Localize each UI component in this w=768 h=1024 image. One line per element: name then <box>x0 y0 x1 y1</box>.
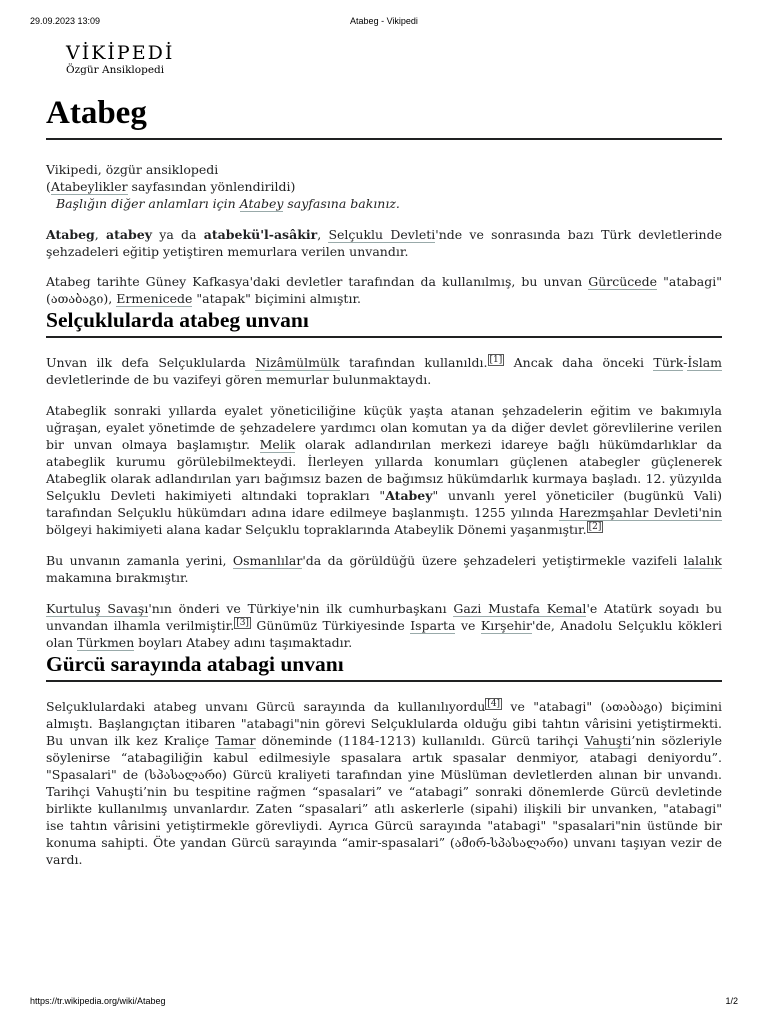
redirect-notice: (Atabeylikler sayfasından yönlendirildi) <box>46 179 296 194</box>
page-title: Atabeg <box>46 92 722 140</box>
link-isparta[interactable]: Isparta <box>410 618 456 633</box>
article-content <box>46 92 722 868</box>
reference-link[interactable]: [4] <box>487 699 501 709</box>
link-tamar[interactable]: Tamar <box>215 733 256 748</box>
paragraph: Unvan ilk defa Selçuklularda Nizâmülmülk tarafından kullanıldı. [1] Ancak daha önceki Türk-İslam devletlerinde de bu vazifeyi gören memurlar bulunmaktaydı. <box>46 355 722 387</box>
section-heading-selcuklu: Selçuklularda atabeg unvanı <box>46 307 722 338</box>
reference-link[interactable]: [2] <box>588 522 602 532</box>
link-harezmsahlar[interactable]: Harezmşahlar Devleti'nin <box>558 505 722 520</box>
link-islam[interactable]: İslam <box>687 355 722 370</box>
paragraph: Bu unvanın zamanla yerini, Osmanlılar'da da görüldüğü üzere şehzadeleri yetiştirmekle vazifeli lalalık makamına bırakmıştır. <box>46 553 722 585</box>
link-osmanlilar[interactable]: Osmanlılar <box>232 553 303 568</box>
redirect-link[interactable]: Atabeylikler <box>50 179 128 194</box>
link-gurcucede[interactable]: Gürcücede <box>588 274 658 289</box>
print-url: https://tr.wikipedia.org/wiki/Atabeg <box>30 996 166 1006</box>
reference-link[interactable]: [1] <box>489 355 503 365</box>
paragraph: Selçuklulardaki atabeg unvanı Gürcü sarayında da kullanılıyordu [4] ve "atabagi" (ათაბაგი) biçimini almıştı. Başlangıçtan itibaren "atabagi"nin görevi Selçuklularda olduğu gibi tahtın vârisini yetiştirmekti. Bu unvan ilk kez Kraliçe Tamar döneminde (1184-1213) kullanıldı. Gürcü tarihçi Vahuşti’nin sözleriyle söylenirse “atabagiliğin kabul edilmesiyle spasalara artık spasalar denmiyor, atabagi deniyordu”. "Spasalari" de (სპასალარი) Gürcü kraliyeti tarafından yine Müslüman devletlerden alınan bir unvandı. Tarihçi Vahuşti’nin bu tespitine rağmen “spasalari” ve “atabagi” sonraki dönemlerde Gürcü devletinde birlikte kullanılmış unvanlardır. Zaten “spasalari” atlı askerlerle (sipahi) ilişkili bir unvanken, "atabagi" ise tahtın vârisini yetiştirmekle görevliydi. Ayrıca Gürcü sarayında "atabagi" "spasalari"nin üstünde bir konuma sahipti. Öte yandan Gürcü sarayında “amir-spasalari” (ამირ-სპასალარი) unvanı taşıyan vezir de vardı. <box>46 699 723 867</box>
print-datetime: 29.09.2023 13:09 <box>30 16 101 26</box>
print-doc-title: Atabeg - Vikipedi <box>350 16 418 26</box>
print-page-number: 1/2 <box>725 996 738 1006</box>
link-mustafa-kemal[interactable]: Gazi Mustafa Kemal <box>453 601 587 616</box>
section-heading-gurcu: Gürcü sarayında atabagi unvanı <box>46 651 722 682</box>
link-turk[interactable]: Türk <box>653 355 684 370</box>
link-lalalik[interactable]: lalalık <box>683 553 722 568</box>
link-nizamulmulk[interactable]: Nizâmülmülk <box>255 355 340 370</box>
wikipedia-logo[interactable] <box>66 42 174 77</box>
logo-tagline: Özgür Ansiklopedi <box>66 64 165 76</box>
link-selcuklu-devleti[interactable]: Selçuklu Devleti <box>328 227 436 242</box>
paragraph: Kurtuluş Savaşı'nın önderi ve Türkiye'nin ilk cumhurbaşkanı Gazi Mustafa Kemal'e Atatürk soyadı bu unvandan ilhamla verilmiştir. [3] Günümüz Türkiyesinde Isparta ve Kırşehir'de, Anadolu Selçuklu kökleri olan Türkmen boyları Atabey adını taşımaktadır. <box>46 601 723 650</box>
link-ermenicede[interactable]: Ermenicede <box>116 291 193 306</box>
hatnote: Başlığın diğer anlamları için Atabey sayfasına bakınız. <box>56 196 400 211</box>
link-melik[interactable]: Melik <box>259 437 296 452</box>
wikipedia-wordmark-icon: VİKİPEDİ <box>66 42 175 64</box>
reference-link[interactable]: [3] <box>236 618 249 628</box>
site-subtitle: Vikipedi, özgür ansiklopedi <box>46 162 219 177</box>
lead-paragraph-2: Atabeg tarihte Güney Kafkasya'daki devletler tarafından da kullanılmış, bu unvan Gürcücede "atabagi" (ათაბაგი), Ermenicede "atapak" biçimini almıştır. <box>46 274 722 306</box>
paragraph: Atabeglik sonraki yıllarda eyalet yöneticiliğine küçük yaşta atanan şehzadelerin eğitim ve bakımıyla uğraşan, eyalet yönetimde de şehzadelere yardımcı olan komutan ya da diğer devlet görevlilerine verilen bir unvan olmaya başlamıştır. Melik olarak adlandırılan merkezi idareye bağlı hükümdarlıklar da atabeglik kurumu görülebilmekteydi. İlerleyen yıllarda konumları güçlenen atabegler güçlenerek Atabeglik olarak adlandırılan yarı bağımsız bazen de bağımsız hükümdarlık kurmaya başladı. 12. yüzyılda Selçuklu Devleti hakimiyeti altındaki toprakları "Atabey" unvanlı yerel yöneticiler (bugünkü Vali) tarafından Selçuklu hükümdarı adına idare edilmeye başlanmıştı. 1255 yılında Harezmşahlar Devleti'nin bölgeyi hakimiyeti alana kadar Selçuklu topraklarında Atabeylik Dönemi yaşanmıştır. [2] <box>46 403 722 537</box>
link-vahusti[interactable]: Vahuşti <box>584 733 632 748</box>
hatnote-link[interactable]: Atabey <box>239 196 284 211</box>
link-kirsehir[interactable]: Kırşehir <box>480 618 533 633</box>
link-kurtulus-savasi[interactable]: Kurtuluş Savaşı <box>46 601 149 616</box>
link-turkmen[interactable]: Türkmen <box>77 635 135 650</box>
lead-paragraph: Atabeg, atabey ya da atabekü'l-asâkir, Selçuklu Devleti'nde ve sonrasında bazı Türk devletlerinde şehzadeleri eğitip yetiştiren memurlara verilen unvandır. <box>46 227 722 259</box>
